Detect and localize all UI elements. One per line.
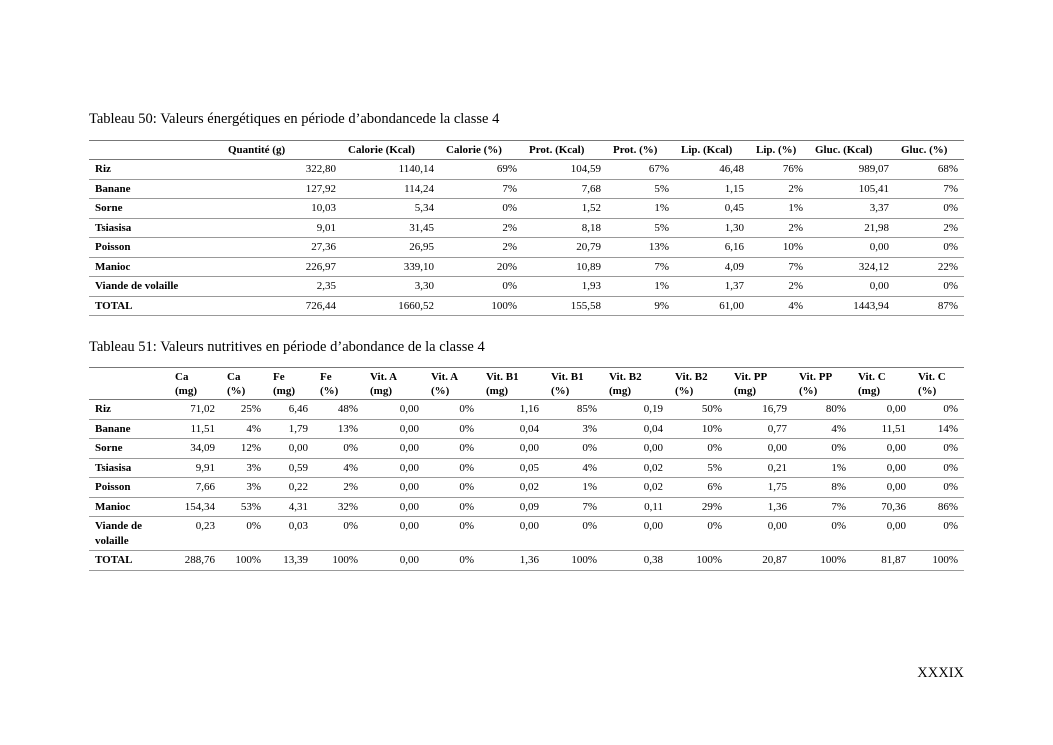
table-cell: 0% [943, 520, 958, 532]
table-cell: 322,80 [305, 163, 336, 175]
table-cell: 0% [459, 520, 474, 532]
table-cell: 1,75 [767, 481, 787, 493]
table-row [89, 400, 964, 420]
header-line: Vit. B1 [551, 371, 584, 383]
row-label-line: Poisson [95, 481, 131, 493]
table-cell: 0,00 [519, 442, 539, 454]
table-cell: 9% [654, 299, 669, 312]
table-cell: 100% [235, 554, 261, 566]
table-cell: 0,00 [399, 461, 419, 474]
header-line: Vit. A [431, 371, 459, 383]
table-51-header-row [89, 368, 964, 400]
table-cell: 86% [937, 500, 958, 513]
header-line: Ca [227, 371, 241, 383]
table-cell: 0% [831, 442, 846, 454]
table-row [89, 179, 964, 199]
table-cell: 10% [701, 422, 722, 435]
table-cell: 1% [654, 280, 669, 292]
table-51-column-header [425, 368, 480, 400]
table-51-column-header [169, 368, 221, 400]
row-label: Banane [95, 182, 131, 195]
table-50-caption: Tableau 50: Valeurs énergétiques en période d’abondancede la classe 4 [89, 111, 500, 127]
table-cell: 4% [246, 422, 261, 435]
table-cell: 67% [648, 163, 669, 175]
table-cell: 0,00 [288, 442, 308, 454]
table-cell: 16,79 [762, 403, 787, 415]
table-51-column-header [267, 368, 314, 400]
row-label-line: volaille [95, 535, 129, 547]
table-cell: 81,87 [881, 554, 906, 566]
table-cell: 4% [582, 461, 597, 474]
row-label-line: Sorne [95, 442, 123, 454]
table-51-nutritive-values [89, 367, 964, 571]
table-cell: 0,02 [643, 461, 663, 474]
table-cell: 100% [820, 554, 846, 566]
header-line: Ca [175, 371, 189, 383]
table-cell: 3,37 [869, 202, 889, 214]
header-line: Fe [320, 371, 332, 383]
table-51-caption: Tableau 51: Valeurs nutritives en période d’abondance de la classe 4 [89, 339, 485, 355]
table-cell: 6,16 [724, 241, 744, 253]
row-label-line: Tsiasisa [95, 461, 132, 474]
table-cell: 2% [788, 221, 803, 234]
table-cell: 9,91 [195, 461, 215, 474]
row-label [89, 400, 169, 420]
table-51-column-header [728, 368, 793, 400]
header-line: (%) [227, 385, 246, 397]
table-cell: 0,00 [399, 520, 419, 532]
header-line: (mg) [858, 385, 880, 397]
table-cell: 10,03 [311, 202, 336, 214]
row-label: Tsiasisa [95, 221, 132, 234]
table-cell: 1% [582, 481, 597, 493]
table-cell: 4% [831, 422, 846, 435]
table-cell: 2% [502, 221, 517, 234]
header-line: Vit. B2 [609, 371, 642, 383]
table-cell: 0% [459, 554, 474, 566]
table-cell: 7,68 [581, 182, 601, 195]
table-50-column-header: Prot. (%) [613, 144, 658, 156]
table-cell: 0,00 [886, 442, 906, 454]
table-cell: 3,30 [414, 280, 434, 292]
table-cell: 1,30 [724, 221, 744, 234]
table-cell: 1660,52 [398, 299, 434, 312]
table-cell: 0% [459, 500, 474, 513]
table-cell: 0,59 [288, 461, 308, 474]
header-line: (mg) [486, 385, 508, 397]
table-cell: 34,09 [190, 442, 215, 454]
table-cell: 0,00 [886, 520, 906, 532]
table-cell: 0% [343, 442, 358, 454]
table-50-column-header: Calorie (%) [446, 144, 502, 156]
table-cell: 0% [943, 442, 958, 454]
table-cell: 26,95 [409, 241, 434, 253]
table-cell: 0% [707, 442, 722, 454]
header-line: Vit. A [370, 371, 398, 383]
table-51-column-header [480, 368, 545, 400]
table-cell: 2% [788, 280, 803, 292]
header-line: (%) [799, 385, 818, 397]
table-cell: 0,00 [869, 280, 889, 292]
table-51-column-header [221, 368, 267, 400]
table-cell: 0,45 [724, 202, 744, 214]
header-line: (%) [918, 385, 937, 397]
table-cell: 2% [943, 221, 958, 234]
row-label: TOTAL [95, 299, 133, 312]
table-51-column-header [364, 368, 425, 400]
table-51-column-header [603, 368, 669, 400]
table-cell: 2% [788, 182, 803, 195]
table-cell: 1,15 [724, 182, 744, 195]
table-cell: 50% [701, 403, 722, 415]
table-cell: 4,09 [724, 260, 744, 273]
table-row [89, 238, 964, 258]
header-line: Vit. C [918, 371, 946, 383]
table-cell: 0% [246, 520, 261, 532]
table-cell: 0,04 [519, 422, 539, 435]
table-cell: 25% [240, 403, 261, 415]
table-cell: 5% [654, 182, 669, 195]
row-label-line: Viande de [95, 520, 142, 532]
table-50-column-header: Calorie (Kcal) [348, 144, 415, 156]
table-cell: 0,11 [644, 500, 663, 513]
header-line: (mg) [273, 385, 295, 397]
table-cell: 0,05 [519, 461, 539, 474]
row-label [89, 551, 169, 571]
table-51-column-header [912, 368, 964, 400]
table-cell: 0,00 [886, 461, 906, 474]
table-cell: 0,00 [399, 500, 419, 513]
table-cell: 5% [654, 221, 669, 234]
table-cell: 288,76 [184, 554, 215, 566]
table-row [89, 517, 964, 551]
table-cell: 0,00 [399, 422, 419, 435]
table-cell: 1,79 [288, 422, 308, 435]
table-cell: 0,22 [288, 481, 308, 493]
table-cell: 1,37 [724, 280, 744, 292]
table-row [89, 257, 964, 277]
table-row [89, 439, 964, 459]
table-cell: 1,16 [519, 403, 539, 415]
table-cell: 13% [648, 241, 669, 253]
table-cell: 9,01 [316, 221, 336, 234]
table-cell: 13% [337, 422, 358, 435]
row-label: Sorne [95, 202, 123, 214]
row-label [89, 497, 169, 517]
table-cell: 0,19 [643, 403, 663, 415]
table-cell: 4% [343, 461, 358, 474]
header-line: (%) [431, 385, 450, 397]
table-row [89, 419, 964, 439]
table-cell: 31,45 [409, 221, 434, 234]
table-cell: 6,46 [288, 403, 308, 415]
table-cell: 8% [831, 481, 846, 493]
table-cell: 3% [582, 422, 597, 435]
table-cell: 27,36 [311, 241, 336, 253]
table-cell: 0,77 [767, 422, 787, 435]
table-cell: 0,00 [643, 442, 663, 454]
table-cell: 0% [459, 403, 474, 415]
table-cell: 0,09 [519, 500, 539, 513]
table-cell: 0% [502, 202, 517, 214]
table-cell: 69% [496, 163, 517, 175]
table-row [89, 497, 964, 517]
table-cell: 0,23 [195, 520, 215, 532]
table-cell: 7% [654, 260, 669, 273]
table-cell: 0,00 [886, 481, 906, 493]
table-cell: 53% [240, 500, 261, 513]
table-cell: 0% [582, 520, 597, 532]
table-cell: 7% [943, 182, 958, 195]
table-cell: 12% [240, 442, 261, 454]
table-cell: 0% [943, 461, 958, 474]
table-cell: 0,00 [869, 241, 889, 253]
header-line: Vit. B1 [486, 371, 519, 383]
table-cell: 0% [459, 461, 474, 474]
table-cell: 0% [343, 520, 358, 532]
table-cell: 7% [788, 260, 803, 273]
table-cell: 76% [782, 163, 803, 175]
table-cell: 0,00 [399, 554, 419, 566]
table-cell: 5,34 [414, 202, 434, 214]
table-cell: 155,58 [570, 299, 601, 312]
table-cell: 1% [831, 461, 846, 474]
table-cell: 0% [582, 442, 597, 454]
table-cell: 4% [788, 299, 803, 312]
table-cell: 726,44 [305, 299, 336, 312]
table-cell: 7% [502, 182, 517, 195]
header-line: (mg) [175, 385, 197, 397]
header-line: (mg) [609, 385, 631, 397]
table-cell: 0% [943, 202, 958, 214]
header-line: Vit. PP [799, 371, 833, 383]
page-number: XXXIX [917, 665, 964, 681]
table-cell: 32% [337, 500, 358, 513]
table-51-column-header [314, 368, 364, 400]
table-cell: 100% [696, 554, 722, 566]
header-line: (%) [675, 385, 694, 397]
table-51-column-header [89, 368, 169, 400]
table-cell: 1,36 [519, 554, 539, 566]
table-cell: 339,10 [403, 260, 434, 273]
table-51-column-header [669, 368, 728, 400]
table-cell: 1140,14 [398, 163, 434, 175]
table-50-header-row [89, 141, 964, 160]
table-cell: 4,31 [288, 500, 308, 513]
table-cell: 100% [332, 554, 358, 566]
table-cell: 0,03 [288, 520, 308, 532]
header-line: Fe [273, 371, 285, 383]
header-line: Vit. C [858, 371, 886, 383]
table-row [89, 478, 964, 498]
table-cell: 0,00 [519, 520, 539, 532]
row-label-line: Riz [95, 403, 111, 415]
table-cell: 2% [343, 481, 358, 493]
table-50-column-header: Quantité (g) [228, 144, 286, 156]
table-cell: 154,34 [184, 500, 215, 513]
table-cell: 70,36 [881, 500, 906, 513]
table-50-column-header: Gluc. (%) [901, 144, 948, 156]
row-label-line: Manioc [95, 500, 131, 513]
table-cell: 48% [337, 403, 358, 415]
table-cell: 1% [788, 202, 803, 214]
table-cell: 0% [943, 241, 958, 253]
table-cell: 61,00 [719, 299, 744, 312]
row-label: Viande de volaille [95, 280, 179, 292]
table-cell: 14% [937, 422, 958, 435]
table-row [89, 199, 964, 219]
table-cell: 0,38 [643, 554, 663, 566]
table-cell: 114,24 [404, 182, 434, 195]
table-cell: 0% [502, 280, 517, 292]
table-cell: 20% [496, 260, 517, 273]
table-51-column-header [793, 368, 852, 400]
table-cell: 20,87 [762, 554, 787, 566]
table-50-column-header [89, 141, 222, 160]
table-row [89, 218, 964, 238]
table-cell: 20,79 [576, 241, 601, 253]
table-cell: 0% [459, 442, 474, 454]
table-row [89, 277, 964, 297]
table-cell: 10,89 [576, 260, 601, 273]
table-cell: 22% [937, 260, 958, 273]
row-label [89, 458, 169, 478]
table-cell: 100% [571, 554, 597, 566]
table-50-column-header: Lip. (Kcal) [681, 144, 733, 156]
table-cell: 80% [825, 403, 846, 415]
table-cell: 0,00 [886, 403, 906, 415]
table-row [89, 551, 964, 571]
table-51-column-header [545, 368, 603, 400]
table-cell: 0% [943, 403, 958, 415]
table-cell: 0% [943, 280, 958, 292]
row-label-line: TOTAL [95, 554, 133, 566]
table-cell: 13,39 [283, 554, 308, 566]
table-cell: 2,35 [316, 280, 336, 292]
table-cell: 7% [831, 500, 846, 513]
table-cell: 1443,94 [853, 299, 889, 312]
table-cell: 105,41 [858, 182, 889, 195]
table-cell: 0% [707, 520, 722, 532]
table-cell: 7,66 [195, 481, 215, 493]
row-label-line: Banane [95, 422, 131, 435]
table-cell: 100% [932, 554, 958, 566]
row-label: Riz [95, 163, 111, 175]
table-cell: 11,51 [190, 422, 215, 435]
table-cell: 0% [459, 481, 474, 493]
table-cell: 324,12 [858, 260, 889, 273]
table-cell: 0,00 [643, 520, 663, 532]
table-cell: 2% [502, 241, 517, 253]
table-row [89, 458, 964, 478]
table-cell: 0% [943, 481, 958, 493]
table-cell: 6% [707, 481, 722, 493]
table-cell: 1,52 [581, 202, 601, 214]
table-cell: 7% [582, 500, 597, 513]
table-cell: 46,48 [719, 163, 744, 175]
table-cell: 0,00 [767, 442, 787, 454]
row-label [89, 478, 169, 498]
table-cell: 1,93 [581, 280, 601, 292]
table-cell: 3% [246, 461, 261, 474]
table-cell: 0,00 [399, 481, 419, 493]
header-line: Vit. PP [734, 371, 768, 383]
table-cell: 0% [459, 422, 474, 435]
table-50-energy-values [89, 140, 964, 316]
header-line: (mg) [734, 385, 756, 397]
header-line: (%) [320, 385, 339, 397]
table-cell: 0,02 [519, 481, 539, 493]
table-cell: 0,21 [767, 461, 787, 474]
table-cell: 104,59 [570, 163, 601, 175]
table-50-column-header: Lip. (%) [756, 144, 797, 156]
row-label [89, 419, 169, 439]
header-line: Vit. B2 [675, 371, 708, 383]
header-line: (mg) [370, 385, 392, 397]
table-cell: 71,02 [190, 403, 215, 415]
table-cell: 11,51 [881, 422, 906, 435]
table-cell: 989,07 [858, 163, 889, 175]
table-cell: 1% [654, 202, 669, 214]
row-label: Manioc [95, 260, 131, 273]
table-cell: 0,04 [643, 422, 663, 435]
table-cell: 87% [937, 299, 958, 312]
table-row [89, 296, 964, 316]
table-cell: 5% [707, 461, 722, 474]
table-cell: 226,97 [305, 260, 336, 273]
table-cell: 127,92 [305, 182, 336, 195]
table-cell: 29% [701, 500, 722, 513]
table-50-column-header: Prot. (Kcal) [529, 144, 585, 156]
table-cell: 10% [782, 241, 803, 253]
table-cell: 85% [576, 403, 597, 415]
table-cell: 0% [831, 520, 846, 532]
table-cell: 8,18 [581, 221, 601, 234]
table-cell: 21,98 [864, 221, 889, 234]
row-label [89, 439, 169, 459]
table-cell: 1,36 [767, 500, 787, 513]
table-cell: 0,00 [399, 403, 419, 415]
row-label: Poisson [95, 241, 131, 253]
header-line: (%) [551, 385, 570, 397]
table-cell: 100% [491, 299, 517, 312]
table-row [89, 160, 964, 180]
table-cell: 3% [246, 481, 261, 493]
table-cell: 68% [937, 163, 958, 175]
table-50-column-header: Gluc. (Kcal) [815, 144, 873, 156]
row-label [89, 517, 169, 551]
table-51-column-header [852, 368, 912, 400]
table-cell: 0,00 [767, 520, 787, 532]
table-cell: 0,02 [643, 481, 663, 493]
table-cell: 0,00 [399, 442, 419, 454]
